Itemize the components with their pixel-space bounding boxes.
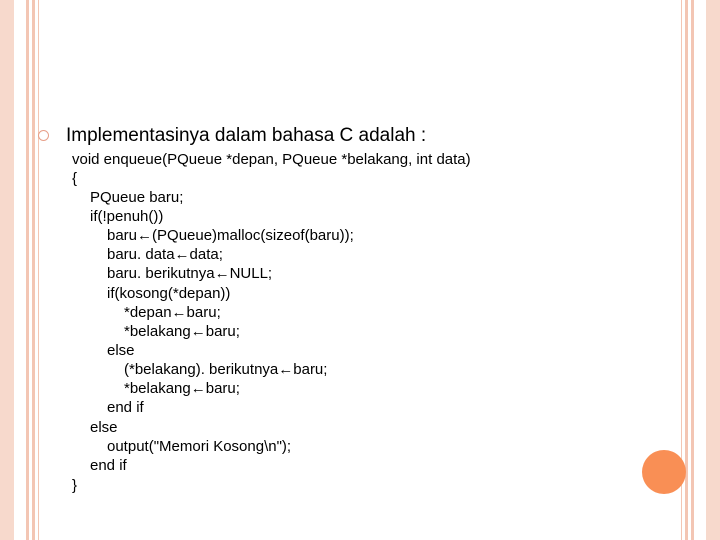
- code-line: *belakang←baru;: [124, 380, 240, 397]
- code-line: void enqueue(PQueue *depan, PQueue *belakang, int data): [72, 151, 471, 168]
- decorative-circle: [642, 450, 686, 494]
- code-line: end if: [107, 399, 144, 416]
- code-line: baru. data←data;: [107, 246, 223, 263]
- code-line: *depan←baru;: [124, 304, 221, 321]
- right-decorative-border: [706, 0, 720, 540]
- left-stripe: [32, 0, 35, 540]
- code-line: {: [72, 170, 78, 187]
- code-line: (*belakang). berikutnya←baru;: [124, 361, 328, 378]
- code-line: PQueue baru;: [90, 189, 184, 206]
- code-line: if(kosong(*depan)): [107, 285, 231, 302]
- code-line: else: [107, 342, 135, 359]
- code-line: baru←(PQueue)malloc(sizeof(baru));: [107, 227, 354, 244]
- right-stripe: [685, 0, 688, 540]
- code-line: if(!penuh()): [90, 208, 164, 225]
- left-stripe: [26, 0, 29, 540]
- bullet-icon: [38, 130, 49, 141]
- code-line: }: [72, 477, 78, 494]
- code-line: else: [90, 419, 118, 436]
- code-line: output("Memori Kosong\n");: [107, 438, 292, 455]
- right-stripe: [691, 0, 694, 540]
- code-line: *belakang←baru;: [124, 323, 240, 340]
- left-stripe: [38, 0, 39, 540]
- code-line: end if: [90, 457, 127, 474]
- slide-heading: Implementasinya dalam bahasa C adalah :: [66, 125, 427, 146]
- code-line: baru. berikutnya←NULL;: [107, 265, 273, 282]
